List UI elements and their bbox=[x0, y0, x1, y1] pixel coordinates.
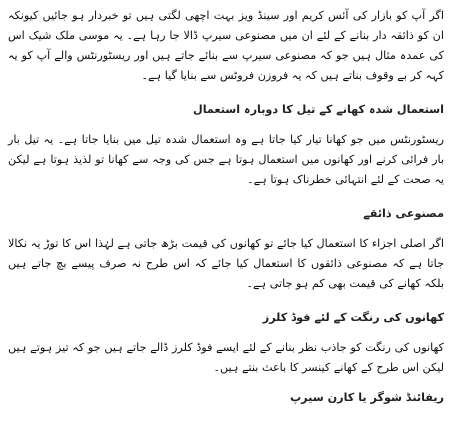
section-heading-used-oil: استعمال شدہ کھانے کے تیل کا دوبارہ استعمال bbox=[193, 103, 444, 116]
spacer bbox=[8, 120, 444, 130]
section-body-used-oil: ریسٹورنٹس میں جو کھانا تیار کیا جاتا ہے وہ استعمال شدہ تیل میں بنایا جاتا ہے۔ یہ تیل بار بار فرائی کرنے اور کھانوں میں استعمال ہوتا ہے جس کی وجہ سے کھانا تو لذیذ ہوتا ہے لیکن یہ صحت کے لئے انتہائی خطرناک ہوتا ہے۔ bbox=[8, 133, 444, 186]
section-body-food-colors: کھانوں کی رنگت کو جاذب نظر بنانے کے لئے ایسے فوڈ کلرز ڈالے جاتے ہیں جو کہ تیز ہوتے ہیں لیکن اس طرح کے کھانے کینسر کا باعث بنتے ہیں۔ bbox=[8, 341, 444, 374]
section-heading-food-colors: کھانوں کی رنگت کے لئے فوڈ کلرز bbox=[262, 311, 444, 324]
spacer bbox=[8, 86, 444, 100]
spacer bbox=[8, 328, 444, 338]
spacer bbox=[8, 224, 444, 234]
spacer bbox=[8, 190, 444, 204]
section-body-artificial-flavors: اگر اصلی اجزاء کا استعمال کیا جائے تو کھانوں کی قیمت بڑھ جاتی ہے لہٰذا اس کا توڑ یہ نکالا جاتا ہے کہ مصنوعی ذائقوں کا استعمال کیا جائے کہ اس طرح نہ صرف پیسے بچ جاتے ہیں بلکہ کھانے کی قیمت بھی کم ہو جاتی ہے۔ bbox=[8, 237, 444, 290]
intro-paragraph: اگر آپ کو بازار کی آئس کریم اور سینڈ ویز بہت اچھی لگتی ہیں تو خبردار ہو جائیں کیونکہ ان کو ذائقہ دار بنانے کے لئے ان میں مصنوعی سیرپ ڈالا جا رہا ہے۔ یہ موسی ملک شیک اس کی عمدہ مثال ہیں جو کہ مصنوعی سیرپ سے بنائے جاتے ہیں اور ریسٹورنٹس والے آپ کو یہ کہہ کر بے وقوف بناتے ہیں کہ یہ فروزن فروٹس سے بنایا گیا ہے۔ bbox=[8, 9, 444, 82]
spacer bbox=[8, 294, 444, 308]
section-heading-artificial-flavors: مصنوعی ذائقے bbox=[363, 207, 444, 220]
section-heading-refined-sugar: ریفائنڈ شوگر یا کارن سیرپ bbox=[289, 391, 444, 404]
spacer bbox=[8, 378, 444, 388]
